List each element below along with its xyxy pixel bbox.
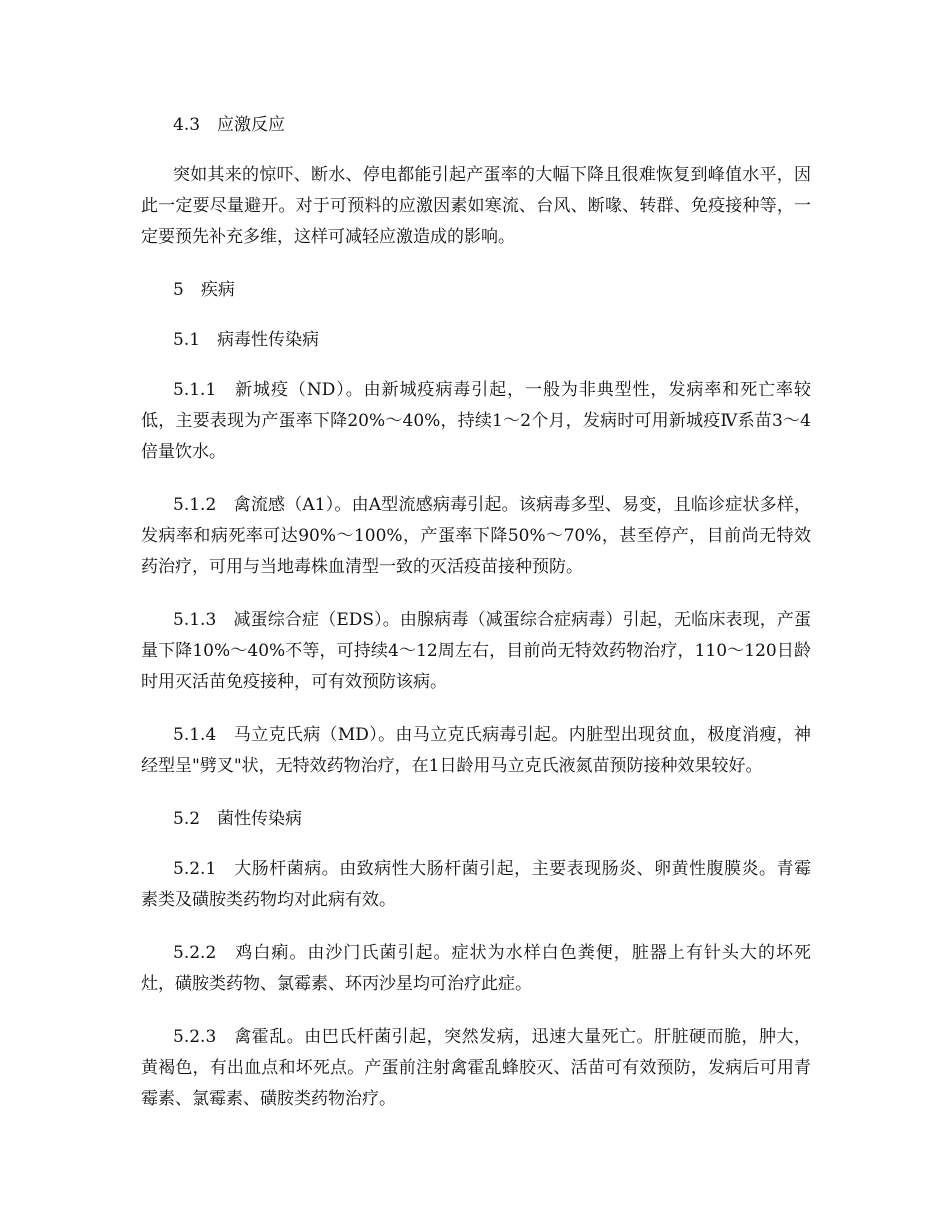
document-body — [141, 110, 811, 1115]
paragraph-5-2-3: 5.2.3 禽霍乱。由巴氏杆菌引起，突然发病，迅速大量死亡。肝脏硬而脆，肿大，黄褐色，有出血点和坏死点。产蛋前注射禽霍乱蜂胶灭、活苗可有效预防，发病后可用青霉素、氯霉素、磺胺类药物治疗。 — [141, 1027, 811, 1109]
paragraph-5-1-1: 5.1.1 新城疫（ND）。由新城疫病毒引起，一般为非典型性，发病率和死亡率较低，主要表现为产蛋率下降20%～40%，持续1～2个月，发病时可用新城疫Ⅳ系苗3～4倍量饮水。 — [141, 380, 811, 462]
section-heading-5-2: 5.2 菌性传染病 — [173, 809, 303, 829]
paragraph-stress-response: 突如其来的惊吓、断水、停电都能引起产蛋率的大幅下降且很难恢复到峰值水平，因此一定要尽量避开。对于可预料的应激因素如寒流、台风、断喙、转群、免疫接种等，一定要预先补充多维，这样可减轻应激造成的影响。 — [141, 165, 811, 247]
section-heading-5-1: 5.1 病毒性传染病 — [173, 330, 320, 350]
section-heading-4-3: 4.3 应激反应 — [173, 115, 286, 135]
paragraph-5-1-4: 5.1.4 马立克氏病（MD）。由马立克氏病毒引起。内脏型出现贫血，极度消瘦，神经型呈"劈叉"状，无特效药物治疗，在1日龄用马立克氏液氮苗预防接种效果较好。 — [141, 725, 811, 776]
paragraph-5-1-3: 5.1.3 减蛋综合症（EDS）。由腺病毒（减蛋综合症病毒）引起，无临床表现，产蛋量下降10%～40%不等，可持续4～12周左右，目前尚无特效药物治疗，110～120日龄时用灭活苗免疫接种，可有效预防该病。 — [141, 610, 811, 692]
paragraph-5-2-1: 5.2.1 大肠杆菌病。由致病性大肠杆菌引起，主要表现肠炎、卵黄性腹膜炎。青霉素类及磺胺类药物均对此病有效。 — [141, 859, 811, 910]
paragraph-5-2-2: 5.2.2 鸡白痢。由沙门氏菌引起。症状为水样白色粪便，脏器上有针头大的坏死灶，磺胺类药物、氯霉素、环丙沙星均可治疗此症。 — [141, 943, 811, 994]
section-heading-5: 5 疾病 — [173, 280, 235, 300]
paragraph-5-1-2: 5.1.2 禽流感（A1）。由A型流感病毒引起。该病毒多型、易变，且临诊症状多样，发病率和病死率可达90%～100%，产蛋率下降50%～70%，甚至停产，目前尚无特效药治疗，可用与当地毒株血清型一致的灭活疫苗接种预防。 — [141, 495, 811, 577]
